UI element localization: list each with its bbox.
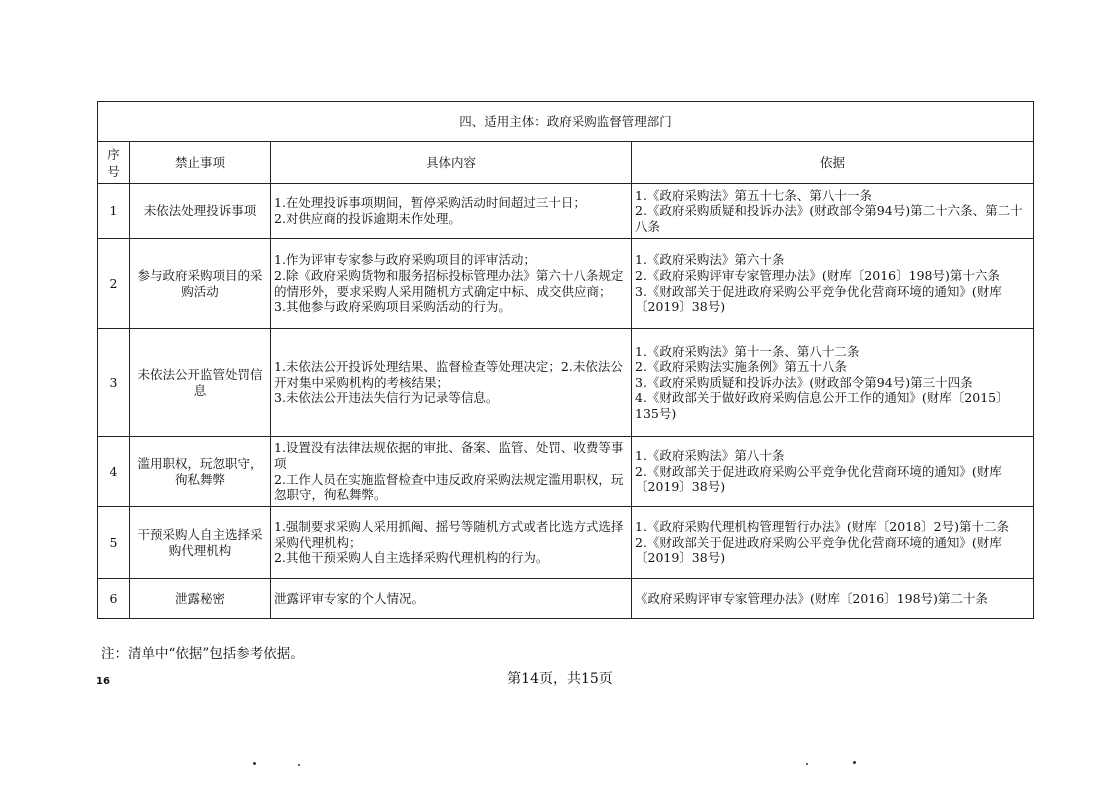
header-seq-line2: 号 (107, 163, 120, 179)
row-basis (632, 437, 1034, 507)
basis-line: 2.《财政部关于促进政府采购公平竞争优化营商环境的通知》(财库〔2019〕38号) (635, 534, 1002, 566)
content-line: 1.在处理投诉事项期间，暂停采购活动时间超过三十日； (274, 195, 586, 211)
row-content (271, 507, 632, 579)
table-row (98, 579, 1034, 619)
row-seq: 1 (98, 184, 130, 239)
basis-line: 1.《政府采购代理机构管理暂行办法》(财库〔2018〕2号)第十二条 (635, 519, 1009, 535)
content-line: 3.其他参与政府采购项目采购活动的行为。 (274, 299, 511, 315)
content-line: 3.未依法公开违法失信行为记录等信息。 (274, 390, 499, 406)
content-line: 2.除《政府采购货物和服务招标投标管理办法》第六十八条规定的情形外，要求采购人采用随机方式确定中标、成交供应商； (274, 267, 624, 299)
basis-line: 2.《政府采购评审专家管理办法》(财库〔2016〕198号)第十六条 (635, 267, 1000, 283)
row-item: 未依法公开监管处罚信息 (130, 329, 271, 437)
basis-line: 1.《政府采购法》第八十条 (635, 448, 785, 464)
basis-line: 4.《财政部关于做好政府采购信息公开工作的通知》(财库〔2015〕135号) (635, 390, 1009, 421)
table-row (98, 184, 1034, 239)
scan-speck (853, 761, 856, 764)
table-row (98, 329, 1034, 437)
row-item: 未依法处理投诉事项 (130, 184, 271, 239)
basis-line: 1.《政府采购法》第五十七条、第八十一条 (635, 187, 872, 203)
basis-line: 2.《政府采购法实施条例》第五十八条 (635, 359, 847, 375)
header-seq (98, 142, 130, 184)
row-content (271, 239, 632, 329)
row-seq: 5 (98, 507, 130, 579)
row-basis (632, 579, 1034, 619)
page-footer: 第14页，共15页 (507, 671, 613, 687)
row-basis (632, 184, 1034, 239)
basis-line: 3.《政府采购质疑和投诉办法》(财政部令第94号)第三十四条 (635, 374, 973, 390)
basis-line: 1.《政府采购法》第十一条、第八十二条 (635, 343, 860, 359)
row-seq: 2 (98, 239, 130, 329)
content-line: 2.其他干预采购人自主选择采购代理机构的行为。 (274, 550, 549, 566)
content-line: 2.对供应商的投诉逾期未作处理。 (274, 211, 461, 226)
row-item: 滥用职权，玩忽职守，徇私舞弊 (130, 437, 271, 507)
basis-line: 3.《财政部关于促进政府采购公平竞争优化营商环境的通知》(财库〔2019〕38号) (635, 283, 1002, 315)
content-line: 1.未依法公开投诉处理结果、监督检查等处理决定；2.未依法公开对集中采购机构的考核结果； (274, 359, 623, 390)
scan-speck (806, 763, 808, 765)
row-basis (632, 507, 1034, 579)
row-basis (632, 239, 1034, 329)
header-content: 具体内容 (271, 142, 632, 184)
content-line: 1.强制要求采购人采用抓阄、摇号等随机方式或者比选方式选择采购代理机构； (274, 519, 624, 550)
table-row (98, 437, 1034, 507)
table-row (98, 239, 1034, 329)
content-line: 泄露评审专家的个人情况。 (274, 590, 425, 606)
scan-speck (298, 764, 300, 766)
row-item: 参与政府采购项目的采购活动 (130, 239, 271, 329)
basis-line: 1.《政府采购法》第六十条 (635, 252, 785, 268)
header-item: 禁止事项 (130, 142, 271, 184)
row-content (271, 329, 632, 437)
page-number: 16 (96, 676, 110, 687)
header-seq-line1: 序 (107, 146, 120, 162)
content-line: 1.作为评审专家参与政府采购项目的评审活动； (274, 252, 536, 268)
row-seq: 6 (98, 579, 130, 619)
row-content (271, 437, 632, 507)
basis-line: 《政府采购评审专家管理办法》(财库〔2016〕198号)第二十条 (635, 590, 988, 606)
row-seq: 4 (98, 437, 130, 507)
row-item: 泄露秘密 (130, 579, 271, 619)
header-row (98, 142, 1034, 184)
header-basis: 依据 (632, 142, 1034, 184)
row-basis (632, 329, 1034, 437)
basis-line: 2.《政府采购质疑和投诉办法》(财政部令第94号)第二十六条、第二十八条 (635, 203, 1023, 234)
row-seq: 3 (98, 329, 130, 437)
table-row (98, 507, 1034, 579)
content-line: 1.设置没有法律法规依据的审批、备案、监管、处罚、收费等事项 (274, 440, 624, 471)
section-title: 四、适用主体：政府采购监督管理部门 (98, 102, 1034, 142)
row-content (271, 579, 632, 619)
table-note: 注：清单中“依据”包括参考依据。 (101, 646, 304, 662)
row-item: 干预采购人自主选择采购代理机构 (130, 507, 271, 579)
section-title-row (98, 102, 1034, 142)
prohibited-items-table (97, 101, 1034, 619)
content-line: 2.工作人员在实施监督检查中违反政府采购法规定滥用职权，玩忽职守，徇私舞弊。 (274, 471, 624, 503)
row-content (271, 184, 632, 239)
basis-line: 2.《财政部关于促进政府采购公平竞争优化营商环境的通知》(财库〔2019〕38号) (635, 463, 1002, 495)
scan-speck (253, 762, 256, 765)
